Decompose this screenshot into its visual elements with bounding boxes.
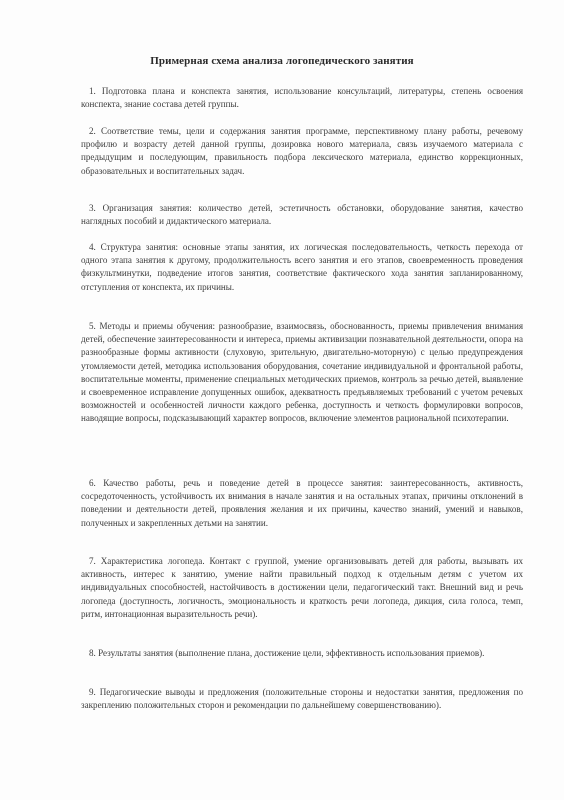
- paragraph-4: 4. Структура занятия: основные этапы занятия, их логическая последовательность, четкость перехода от одного этапа занятия к другому, продолжительность всего занятия и его этапов, своевременность проведения физкультминутки, подведение итогов занятия, соответствие фактического хода занятия запланированному, отступления от конспекта, их причины.: [81, 242, 523, 292]
- paragraph-9: 9. Педагогические выводы и предложения (положительные стороны и недостатки занятия, предложения по закреплению положительных сторон и рекомендации по дальнейшему совершенствованию).: [81, 687, 523, 711]
- paragraph-2: 2. Соответствие темы, цели и содержания занятия программе, перспективному плану работы, речевому профилю и возрасту детей данной группы, дозировка нового материала, связь изучаемого материала с предыдущим и последующим, правильность подбора лексического материала, единство коррекционных, образовательных и воспитательных задач.: [81, 126, 523, 176]
- paragraph-5: 5. Методы и приемы обучения: разнообразие, взаимосвязь, обоснованность, приемы привлечения внимания детей, обеспечение заинтересованности и интереса, приемы активизации познавательной деятельности, опора на разнообразные формы активности (слуховую, зрительную, двигательно-моторную) с целью предупреждения утомляемости детей, методика использования оборудования, сочетание индивидуальной и фронтальной работы, воспитательные моменты, применение специальных методических приемов, контроль за речью детей, выявление и своевременное исправление допущенных ошибок, адекватность предъявляемых требований с учетом речевых возможностей и особенностей личности каждого ребенка, доступность и четкость формулировки вопросов, наводящие вопросы, подсказывающий характер вопросов, включение элементов рациональной психотерапии.: [81, 321, 523, 424]
- paragraph-1: 1. Подготовка плана и конспекта занятия, использование консультаций, литературы, степень освоения конспекта, знание состава детей группы.: [81, 86, 523, 110]
- paragraph-8: 8. Результаты занятия (выполнение плана, достижение цели, эффективность использования приемов).: [89, 648, 485, 658]
- paragraph-3: 3. Организация занятия: количество детей, эстетичность обстановки, оборудование занятия, качество наглядных пособий и дидактического материала.: [81, 203, 523, 227]
- paragraph-6: 6. Качество работы, речь и поведение детей в процессе занятия: заинтересованность, активность, сосредоточенность, устойчивость их внимания в начале занятия и на остальных этапах, причины отклонений в поведении и деятельности детей, проявления желания и их причины, качество знаний, умений и навыков, полученных и закрепленных детьми на занятии.: [81, 478, 523, 528]
- document-title: Примерная схема анализа логопедического занятия: [150, 55, 414, 67]
- paragraph-7: 7. Характеристика логопеда. Контакт с группой, умение организовывать детей для работы, вызывать их активность, интерес к занятию, умение найти правильный подход к отдельным детям с учетом их индивидуальных способностей, настойчивость в достижении цели, педагогический такт. Внешний вид и речь логопеда (доступность, логичность, эмоциональность и краткость речи логопеда, дикция, сила голоса, темп, ритм, интонационная выразительность речи).: [81, 556, 523, 619]
